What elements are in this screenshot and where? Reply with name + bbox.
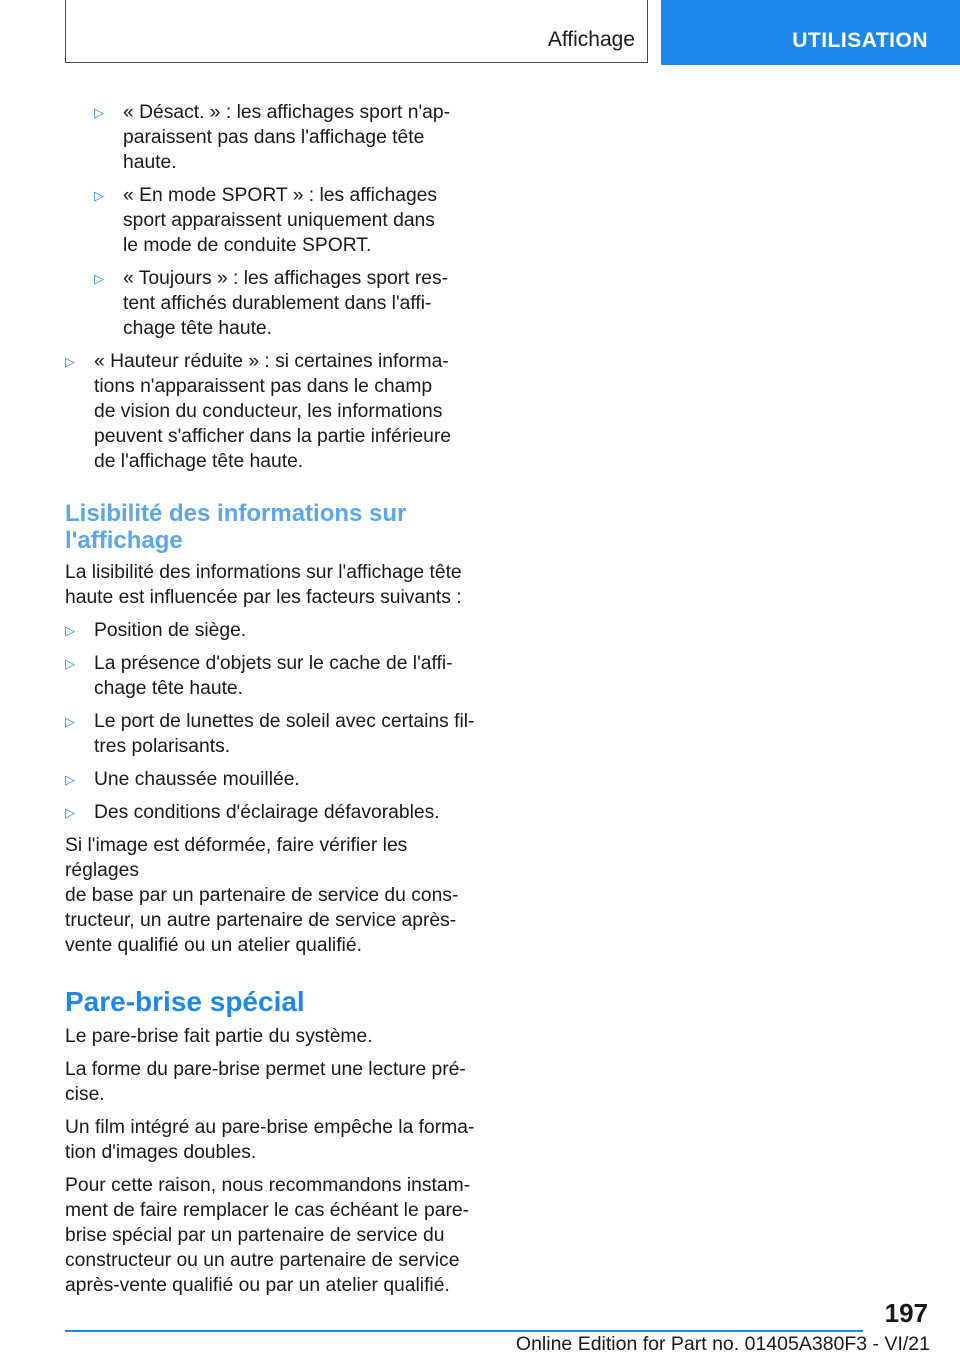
list-item-eclairage: ▷ Des conditions d'éclairage défavorables. bbox=[65, 802, 440, 823]
triangle-bullet-icon: ▷ bbox=[65, 772, 75, 787]
lisibilite-outro: Si l'image est déformée, faire vérifier les réglages de base par un partenaire de service du cons- tructeur, un autre partenaire de service après- vente qualifié ou un atelier qualifié. bbox=[65, 835, 459, 956]
sub-item-desact: ▷ « Désact. » : les affichages sport n'ap- paraissent pas dans l'affichage tête haute. bbox=[94, 102, 450, 173]
page-number: 197 bbox=[884, 1298, 928, 1328]
lisibilite-intro: La lisibilité des informations sur l'affichage tête haute est influencée par les facteurs suivants : bbox=[65, 562, 462, 608]
section-title: Affichage bbox=[547, 28, 635, 51]
list-item-lunettes: ▷ Le port de lunettes de soleil avec certains fil- tres polarisants. bbox=[65, 711, 475, 757]
triangle-bullet-icon: ▷ bbox=[65, 805, 75, 820]
triangle-bullet-icon: ▷ bbox=[94, 188, 104, 203]
chapter-label: UTILISATION bbox=[792, 29, 928, 52]
triangle-bullet-icon: ▷ bbox=[65, 656, 75, 671]
item-hauteur-reduite: ▷ « Hauteur réduite » : si certaines informa- tions n'apparaissent pas dans le champ de vision du conducteur, les informations peuvent s'afficher dans la partie inférieure de l'affichage tête haute. bbox=[65, 351, 452, 472]
footer-divider bbox=[65, 1330, 863, 1332]
parebrise-para-3: Un film intégré au pare-brise empêche la forma- tion d'images doubles. bbox=[65, 1117, 475, 1163]
parebrise-para-2: La forme du pare-brise permet une lecture pré- cise. bbox=[65, 1059, 466, 1105]
sub-list bbox=[94, 100, 483, 341]
sub-item-sport: ▷ « En mode SPORT » : les affichages sport apparaissent uniquement dans le mode de conduite SPORT. bbox=[94, 185, 438, 256]
parebrise-para-1: Le pare-brise fait partie du système. bbox=[65, 1026, 373, 1047]
triangle-bullet-icon: ▷ bbox=[65, 354, 75, 369]
footer-edition: Online Edition for Part no. 01405A380F3 - VI/21 bbox=[515, 1333, 930, 1355]
page-content bbox=[65, 100, 483, 1306]
triangle-bullet-icon: ▷ bbox=[94, 271, 104, 286]
sub-item-toujours: ▷ « Toujours » : les affichages sport res- tent affichés durablement dans l'affi- chage tête haute. bbox=[94, 268, 449, 339]
heading-lisibilite: Lisibilité des informations sur l'affichage bbox=[65, 500, 407, 554]
list-item-chaussee: ▷ Une chaussée mouillée. bbox=[65, 769, 300, 790]
triangle-bullet-icon: ▷ bbox=[65, 714, 75, 729]
parebrise-para-4: Pour cette raison, nous recommandons instam- ment de faire remplacer le cas échéant le pare- brise spécial par un partenaire de service du constructeur ou un autre partenaire de service après-vente qualifié ou par un atelier qualifié. bbox=[65, 1175, 471, 1296]
chapter-tab[interactable] bbox=[661, 0, 960, 65]
list-item-position: ▷ Position de siège. bbox=[65, 620, 247, 641]
triangle-bullet-icon: ▷ bbox=[65, 623, 75, 638]
triangle-bullet-icon: ▷ bbox=[94, 105, 104, 120]
header-frame bbox=[65, 0, 648, 63]
heading-pare-brise: Pare-brise spécial bbox=[65, 986, 305, 1017]
list-item-objets: ▷ La présence d'objets sur le cache de l'affi- chage tête haute. bbox=[65, 653, 453, 699]
